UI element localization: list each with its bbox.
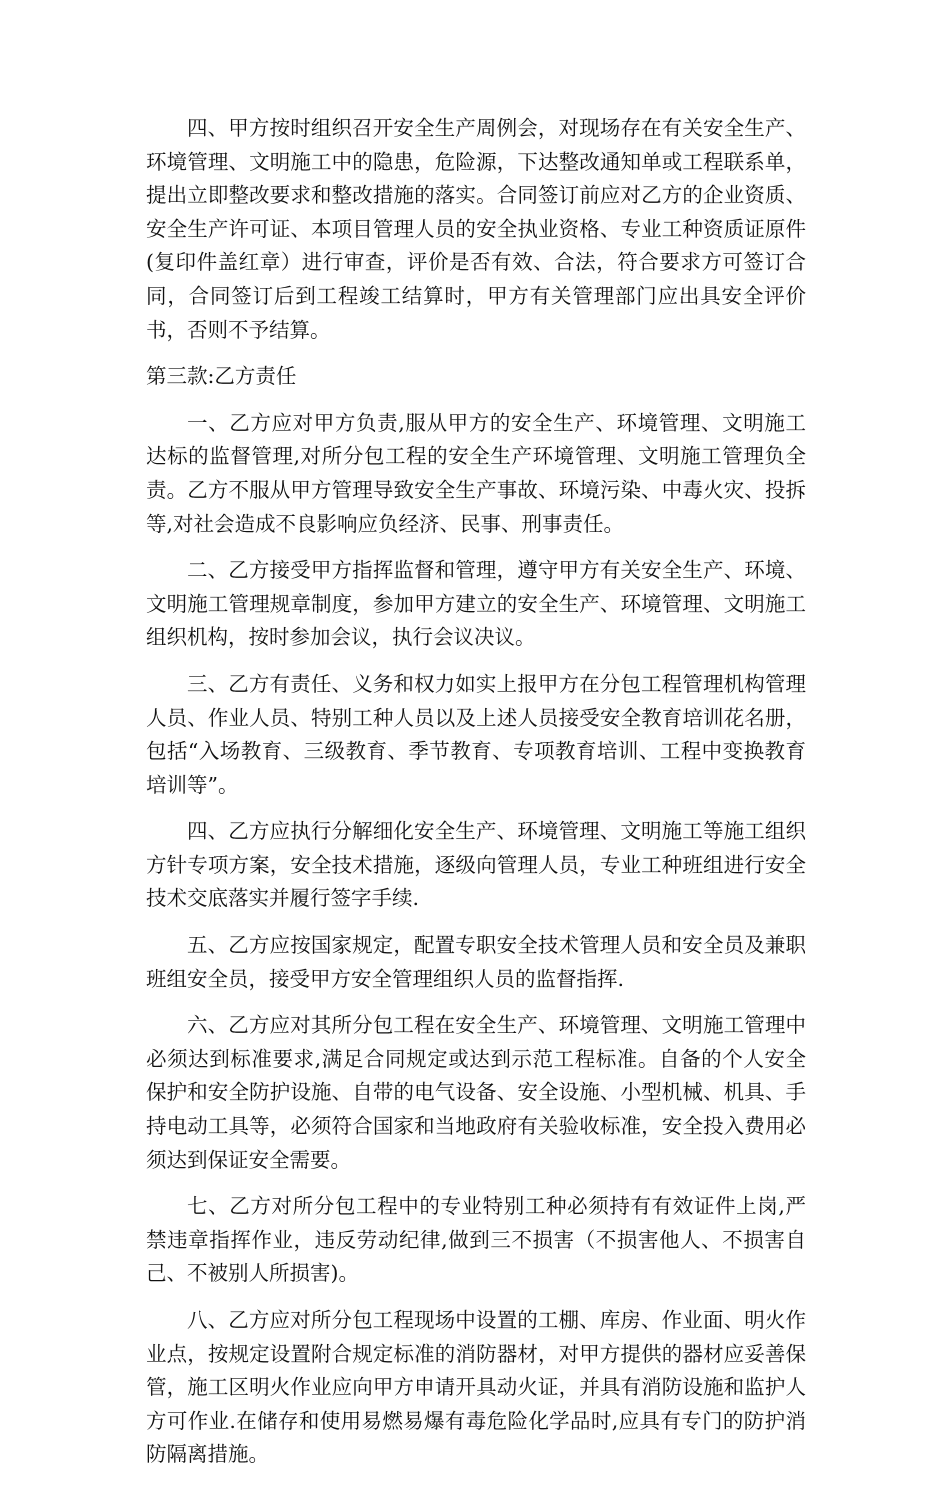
- paragraph-party-b-clause-1: 一、乙方应对甲方负责,服从甲方的安全生产、环境管理、文明施工达标的监督管理,对所分包工程的安全生产环境管理、文明施工管理负全责。乙方不服从甲方管理导致安全生产事故、环境污染、中毒火灾、投拆等,对社会造成不良影响应负经济、民事、刑事责任。: [146, 410, 806, 536]
- section-heading-party-b-responsibility: 第三款:乙方责任: [146, 364, 297, 389]
- paragraph-party-b-clause-5: 五、乙方应按国家规定，配置专职安全技术管理人员和安全员及兼职班组安全员，接受甲方安全管理组织人员的监督指挥.: [146, 933, 806, 991]
- paragraph-party-b-clause-2: 二、乙方接受甲方指挥监督和管理，遵守甲方有关安全生产、环境、文明施工管理规章制度，参加甲方建立的安全生产、环境管理、文明施工组织机构，按时参加会议，执行会议决议。: [146, 558, 806, 650]
- document-body: [146, 112, 806, 1485]
- paragraph-party-b-clause-8: 八、乙方应对所分包工程现场中设置的工棚、库房、作业面、明火作业点，按规定设置附合规定标准的消防器材，对甲方提供的器材应妥善保管，施工区明火作业应向甲方申请开具动火证，并具有消防设施和监护人方可作业.在储存和使用易燃易爆有毒危险化学品时,应具有专门的防护消防隔离措施。: [146, 1308, 806, 1467]
- paragraph-party-b-clause-4: 四、乙方应执行分解细化安全生产、环境管理、文明施工等施工组织方针专项方案，安全技术措施，逐级向管理人员，专业工种班组进行安全技术交底落实并履行签字手续.: [146, 819, 806, 911]
- paragraph-party-a-clause-4: 四、甲方按时组织召开安全生产周例会，对现场存在有关安全生产、环境管理、文明施工中的隐患，危险源，下达整改通知单或工程联系单，提出立即整改要求和整改措施的落实。合同签订前应对乙方的企业资质、安全生产许可证、本项目管理人员的安全执业资格、专业工种资质证原件(复印件盖红章）进行审查，评价是否有效、合法，符合要求方可签订合同，合同签订后到工程竣工结算时，甲方有关管理部门应出具安全评价书，否则不予结算。: [146, 116, 806, 342]
- paragraph-party-b-clause-7: 七、乙方对所分包工程中的专业特别工种必须持有有效证件上岗,严禁违章指挥作业，违反劳动纪律,做到三不损害（不损害他人、不损害自己、不被别人所损害)。: [146, 1194, 806, 1286]
- paragraph-party-b-clause-6: 六、乙方应对其所分包工程在安全生产、环境管理、文明施工管理中必须达到标准要求,满足合同规定或达到示范工程标准。自备的个人安全保护和安全防护设施、自带的电气设备、安全设施、小型机械、机具、手持电动工具等，必须符合国家和当地政府有关验收标准，安全投入费用必须达到保证安全需要。: [146, 1013, 806, 1172]
- paragraph-party-b-clause-3: 三、乙方有责任、义务和权力如实上报甲方在分包工程管理机构管理人员、作业人员、特别工种人员以及上述人员接受安全教育培训花名册，包括“入场教育、三级教育、季节教育、专项教育培训、工程中变换教育培训等”。: [146, 671, 806, 797]
